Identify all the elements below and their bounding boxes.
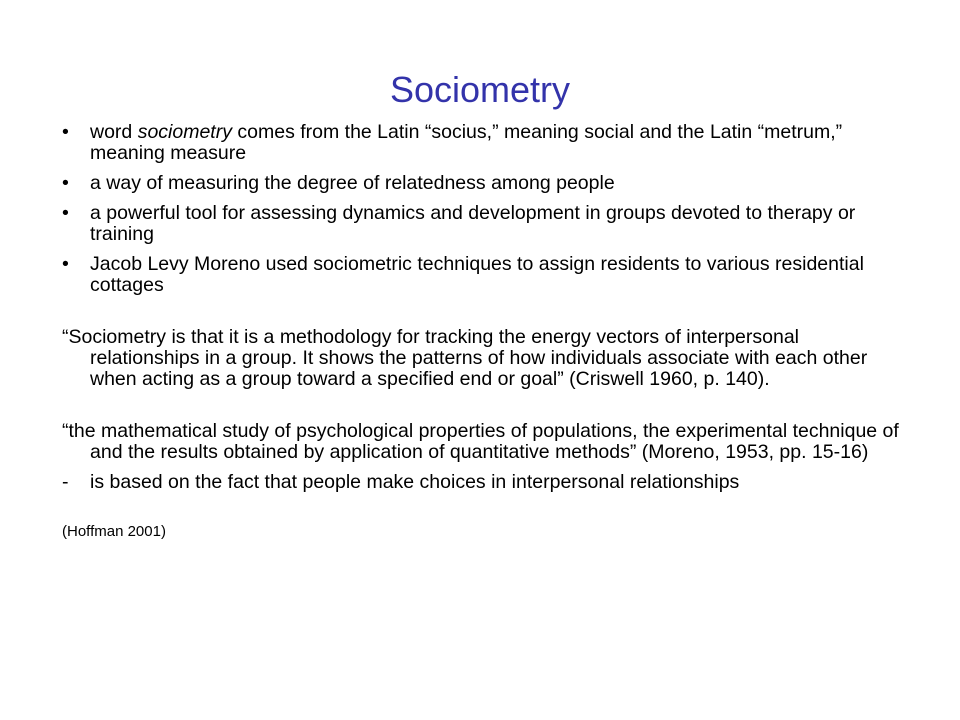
bullet-item — [62, 173, 910, 194]
dash-item — [62, 472, 910, 493]
bullet-text: a powerful tool for assessing dynamics and development in groups devoted to therapy or training — [90, 202, 856, 245]
citation: (Hoffman 2001) — [62, 523, 166, 540]
bullet-mark: • — [62, 202, 69, 224]
quote-moreno: “the mathematical study of psychological properties of populations, the experimental technique of and the results obtained by application of quantitative methods” (Moreno, 1953, pp. 15-16) — [62, 420, 899, 463]
bullet-text: Jacob Levy Moreno used sociometric techniques to assign residents to various residential cottages — [90, 253, 864, 296]
slide-title: Sociometry — [389, 69, 571, 110]
bullet-text-pre: word — [90, 121, 138, 143]
bullet-mark: • — [62, 253, 69, 275]
dash-item-text: is based on the fact that people make choices in interpersonal relationships — [90, 471, 740, 493]
slide-body — [62, 122, 910, 542]
bullet-mark: • — [62, 172, 69, 194]
bullet-mark: • — [62, 121, 69, 143]
bullet-item — [62, 203, 910, 245]
bullet-text-italic: sociometry — [137, 121, 232, 143]
bullet-text: a way of measuring the degree of relatedness among people — [90, 172, 615, 194]
bullet-text-post: comes from the Latin “socius,” meaning social and the Latin “metrum,” meaning measure — [90, 121, 843, 164]
quote-criswell: “Sociometry is that it is a methodology for tracking the energy vectors of interpersonal relationships in a group. It shows the patterns of how individuals associate with each other when acting as a group toward a specified end or goal” (Criswell 1960, p. 140). — [62, 326, 868, 390]
bullet-item — [62, 254, 910, 296]
bullet-item — [62, 122, 910, 164]
dash-mark: - — [62, 471, 69, 493]
